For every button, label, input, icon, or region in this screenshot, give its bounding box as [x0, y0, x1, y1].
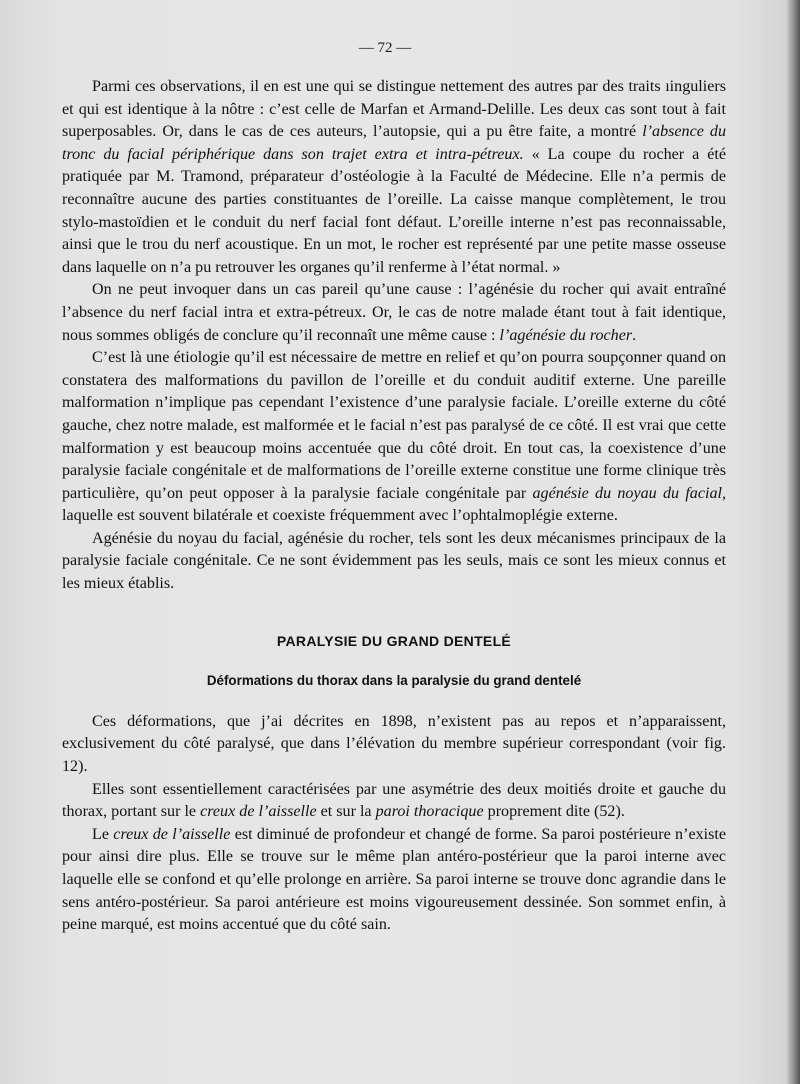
page-number: — 72 —	[358, 40, 412, 56]
paragraph	[62, 711, 726, 779]
text-run: Parmi ces observations, il en est une qui se distingue nettement des autres par des traits ıinguliers et qui est identique à la nôtre : c’est celle de Marfan et Armand-Delille. Les deux cas sont tout à fait superposables. Or, dans le cas de ces auteurs, l’autopsie, qui a pu être faite, a montré	[62, 78, 726, 141]
text-run: Le	[92, 825, 114, 843]
text-run: Agénésie du noyau du facial, agénésie du rocher, tels sont les deux mécanismes principaux de la paralysie faciale congénitale. Ce ne sont évidemment pas les seuls, mais ce sont les mieux connus et les mieux établis.	[62, 529, 726, 593]
section-grand-dentele	[62, 711, 726, 937]
text-run: « La coupe du rocher a été pratiquée par M. Tramond, préparateur d’ostéologie à la Faculté de Médecine. Elle n’a permis de reconnaître aucune des parties constituantes de l’oreille. La caisse manque complètement, le trou stylo-mastoïdien et le conduit du nerf facial font défaut. L’oreille interne n’est pas reconnaissable, ainsi que le trou du nerf acoustique. En un mot, le rocher est représenté par une petite masse osseuse dans laquelle on n’a pu retrouver les organes qu’il renferme à l’état normal. »	[62, 145, 726, 276]
text-run: .	[632, 326, 637, 344]
section-heading: PARALYSIE DU GRAND DENTELÉ	[276, 632, 512, 649]
italic-run: l’absence du tronc du facial périphérique dans son trajet extra et intra-pétreux.	[62, 123, 726, 163]
body-text	[62, 76, 726, 937]
text-run: C’est là une étiologie qu’il est nécessaire de mettre en relief et qu’on pourra soupçonner quand on constatera des malformations du pavillon de l’oreille et du conduit auditif externe. Une pareille malformation n’implique pas cependant l’existence d’une paralysie faciale. L’oreille externe du côté gauche, chez notre malade, est malformée et le facial n’est pas paralysé de ce côté. Il est vrai que cette malformation y est beaucoup moins accentuée que du côté droit. En tout cas, la coexistence d’une paralysie faciale congénitale et de malformations de l’oreille externe constitue une forme clinique très particulière, qu’on peut opposer à la paralysie faciale congénitale par	[62, 349, 726, 502]
italic-run: creux de l’aisselle	[200, 803, 317, 821]
text-run: proprement dite (52).	[483, 803, 625, 821]
italic-run: paroi thoracique	[375, 803, 484, 821]
text-run: et sur la	[316, 803, 376, 821]
paragraph	[62, 779, 726, 824]
paragraph	[62, 528, 726, 596]
paragraph	[62, 824, 726, 937]
italic-run: creux de l’aisselle	[113, 825, 231, 843]
italic-run: agénésie du noyau du facial,	[532, 484, 726, 502]
paragraph	[62, 347, 726, 528]
text-run: On ne peut invoquer dans un cas pareil qu’une cause : l’agénésie du rocher qui avait entraîné l’absence du nerf facial intra et extra-pétreux. Or, le cas de notre malade étant tout à fait identique, nous sommes obligés de conclure qu’il reconnaît une même cause :	[62, 281, 726, 344]
page-edge-shadow	[786, 0, 800, 1084]
subsection-heading: Déformations du thorax dans la paralysie du grand dentelé	[206, 673, 582, 689]
text-run: Ces déformations, que j’ai décrites en 1898, n’existent pas au repos et n’apparaissent, exclusivement du côté paralysé, que dans l’élévation du membre supérieur correspondant (voir fig. 12).	[62, 712, 726, 776]
paragraph	[62, 76, 726, 279]
text-run: est diminué de profondeur et changé de forme. Sa paroi postérieure n’existe pour ainsi dire plus. Elle se trouve sur le même plan antéro-postérieur que la paroi interne avec laquelle elle se confond et qu’elle prolonge en arrière. Sa paroi interne se trouve donc agrandie dans le sens antéro-postérieur. Sa paroi antérieure est moins vigoureusement dessinée. Son sommet enfin, à peine marqué, est moins accentué que du côté sain.	[62, 825, 727, 934]
paragraph	[62, 279, 726, 347]
section-facial	[62, 76, 726, 596]
text-run: Elles sont essentiellement caractérisées par une asymétrie des deux moitiés droite et gauche du thorax, portant sur le	[62, 780, 726, 821]
italic-run: l’agénésie du rocher	[499, 326, 633, 344]
text-run: laquelle est souvent bilatérale et coexiste fréquemment avec l’ophtalmoplégie externe.	[62, 507, 618, 525]
